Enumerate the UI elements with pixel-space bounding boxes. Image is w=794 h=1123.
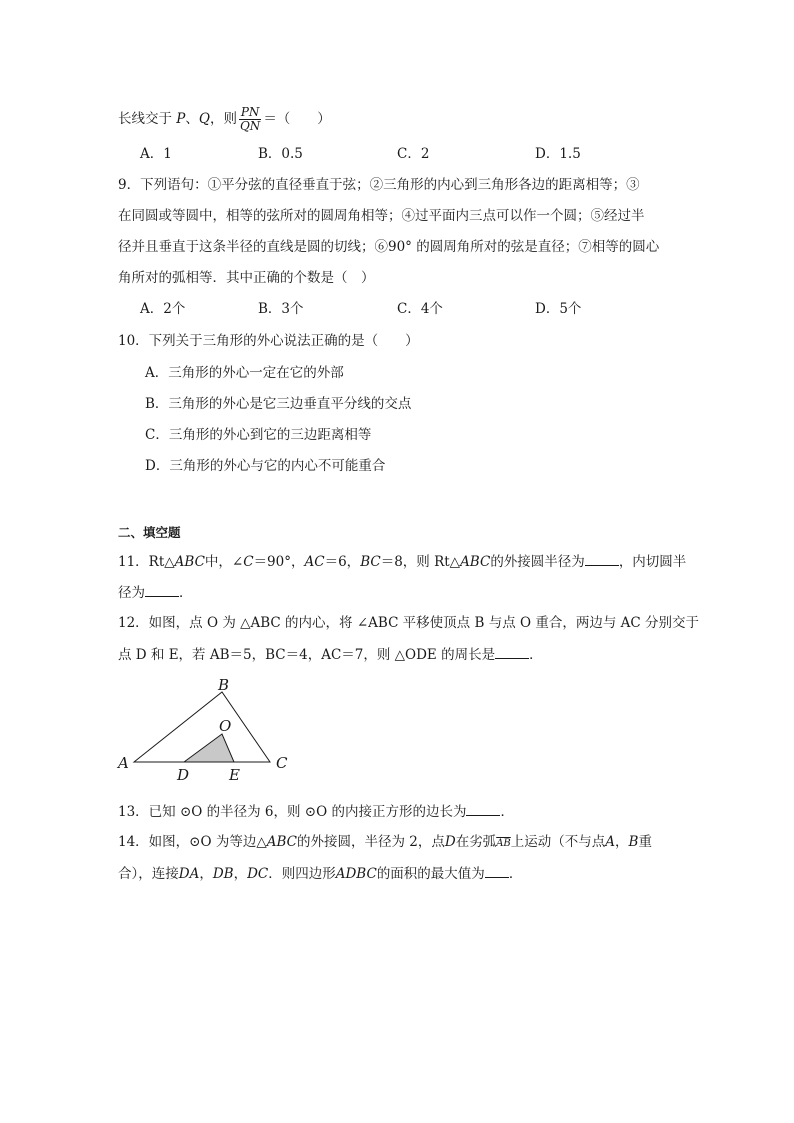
q9-line-1: 9．下列语句：①平分弦的直径垂直于弦；②三角形的内心到三角形各边的距离相等；③ [118,177,640,193]
q11-line-1: 11．Rt△ABC中，∠C＝90°，AC＝6，BC＝8，则 Rt△ABC的外接圆半径为 ，内切圆半 [118,554,687,570]
q11-blank-2[interactable] [145,583,179,597]
q14-line-1: 14．如图，⊙O 为等边△ABC的外接圆，半径为 2，点D在劣弧$\overline{AB}$上运动（不与点A，B重 [118,834,652,850]
q9-option-b[interactable]: B．3个 [258,301,304,317]
q8-option-b[interactable]: B．0.5 [258,146,303,162]
q8-stem-line: 长线交于 P、Q，则 $\frac{PN}{QN}$ ＝（ ） [118,105,331,133]
fraction-pn-qn: $\frac{PN}{QN}$ [239,105,261,133]
q12-blank[interactable] [495,645,529,659]
q9-option-a[interactable]: A．2个 [140,301,186,317]
q9-option-d[interactable]: D．5个 [535,301,582,317]
q12-triangle-figure [110,670,310,785]
arc-ab: $\overline{AB}$ [496,838,511,849]
q10-option-a[interactable]: A．三角形的外心一定在它的外部 [145,365,344,381]
label-a: A [118,754,129,772]
section-title-fill-in: 二、填空题 [118,525,181,540]
q10-option-c[interactable]: C．三角形的外心到它的三边距离相等 [145,427,372,443]
q10-option-d[interactable]: D．三角形的外心与它的内心不可能重合 [145,458,386,474]
q11-blank-1[interactable] [585,552,619,566]
label-e: E [229,766,240,784]
label-d: D [177,766,190,784]
triangle-ode-shaded [184,734,234,762]
label-o: O [219,717,232,735]
q14-line-2: 合），连接DA，DB，DC．则四边形ADBC的面积的最大值为 ． [118,866,523,882]
q12-line-2: 点 D 和 E，若 AB＝5，BC＝4，AC＝7，则 △ODE 的周长是 ． [118,647,543,663]
label-b: B [218,676,230,694]
q9-line-2: 在同圆或等圆中，相等的弦所对的圆周角相等；④过平面内三点可以作一个圆；⑤经过半 [118,208,645,224]
q11-line-2: 径为 ． [118,585,193,601]
q12-line-1: 12．如图，点 O 为 △ABC 的内心，将 ∠ABC 平移使顶点 B 与点 O 重合，两边与 AC 分别交于 [118,615,700,631]
q13-line: 13．已知 ⊙O 的半径为 6，则 ⊙O 的内接正方形的边长为 ． [118,804,514,820]
q9-line-4: 角所对的弧相等．其中正确的个数是（ ） [118,270,375,286]
q14-blank[interactable] [485,864,509,878]
q13-blank[interactable] [466,802,500,816]
label-c: C [276,754,288,772]
q9-option-c[interactable]: C．4个 [397,301,443,317]
q8-option-a[interactable]: A．1 [140,146,172,162]
q8-option-c[interactable]: C．2 [397,146,430,162]
q9-line-3: 径并且垂直于这条半径的直线是圆的切线；⑥90° 的圆周角所对的弦是直径；⑦相等的圆心 [118,239,660,255]
q10-option-b[interactable]: B．三角形的外心是它三边垂直平分线的交点 [145,396,412,412]
q10-stem: 10．下列关于三角形的外心说法正确的是（ ） [118,333,419,349]
q8-option-d[interactable]: D．1.5 [535,146,581,162]
